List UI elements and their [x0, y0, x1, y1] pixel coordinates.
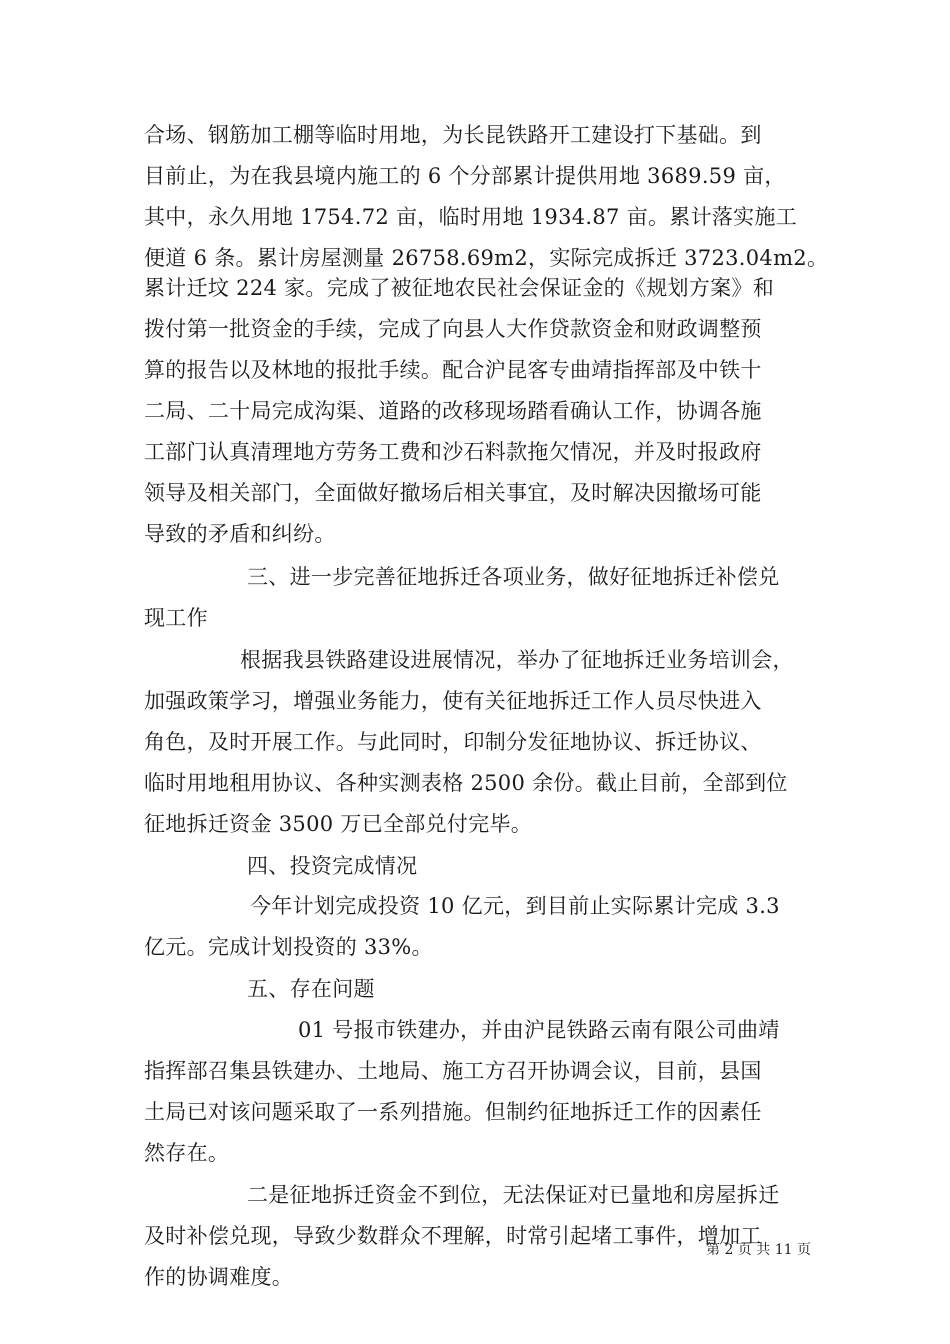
section-heading: 现工作 [144, 606, 208, 630]
text-line: 导致的矛盾和纠纷。 [144, 522, 336, 546]
page-number-footer: 第 2 页 共 11 页 [706, 1242, 811, 1258]
text-line: 工部门认真清理地方劳务工费和沙石料款拖欠情况，并及时报政府 [144, 440, 762, 464]
text-line: 拨付第一批资金的手续，完成了向县人大作贷款资金和财政调整预 [144, 317, 762, 341]
text-line: 亿元。完成计划投资的 33%。 [144, 935, 433, 959]
text-line: 便道 6 条。累计房屋测量 26758.69m2，实际完成拆迁 3723.04m2。 [144, 246, 829, 270]
text-line: 作的协调难度。 [144, 1265, 294, 1289]
text-line: 征地拆迁资金 3500 万已全部兑付完毕。 [144, 812, 533, 836]
section-heading: 五、存在问题 [247, 977, 375, 1001]
text-line: 今年计划完成投资 10 亿元，到目前止实际累计完成 3.3 [250, 894, 780, 918]
section-heading: 四、投资完成情况 [247, 854, 418, 878]
text-line: 其中，永久用地 1754.72 亩，临时用地 1934.87 亩。累计落实施工 [144, 205, 798, 229]
text-line: 土局已对该问题采取了一系列措施。但制约征地拆迁工作的因素任 [144, 1100, 762, 1124]
text-line: 合场、钢筋加工棚等临时用地，为长昆铁路开工建设打下基础。到 [144, 123, 762, 147]
text-line: 加强政策学习，增强业务能力，使有关征地拆迁工作人员尽快进入 [144, 689, 762, 713]
text-line: 二局、二十局完成沟渠、道路的改移现场踏看确认工作，协调各施 [144, 399, 762, 423]
text-line: 临时用地租用协议、各种实测表格 2500 余份。截止目前，全部到位 [144, 771, 788, 795]
text-line: 指挥部召集县铁建办、土地局、施工方召开协调会议，目前，县国 [144, 1059, 762, 1083]
text-line: 根据我县铁路建设进展情况，举办了征地拆迁业务培训会， [240, 648, 794, 672]
text-line: 01 号报市铁建办，并由沪昆铁路云南有限公司曲靖 [298, 1018, 780, 1042]
text-line: 及时补偿兑现，导致少数群众不理解，时常引起堵工事件，增加工 [144, 1224, 762, 1248]
text-line: 算的报告以及林地的报批手续。配合沪昆客专曲靖指挥部及中铁十 [144, 358, 762, 382]
text-line: 二是征地拆迁资金不到位，无法保证对已量地和房屋拆迁 [247, 1183, 780, 1207]
text-line: 角色，及时开展工作。与此同时，印制分发征地协议、拆迁协议、 [144, 730, 762, 754]
text-line: 然存在。 [144, 1141, 230, 1165]
text-line: 领导及相关部门，全面做好撤场后相关事宜，及时解决因撤场可能 [144, 481, 762, 505]
text-line: 目前止，为在我县境内施工的 6 个分部累计提供用地 3689.59 亩， [144, 164, 786, 188]
text-line: 累计迁坟 224 家。完成了被征地农民社会保证金的《规划方案》和 [144, 276, 775, 300]
section-heading: 三、进一步完善征地拆迁各项业务，做好征地拆迁补偿兑 [247, 565, 780, 589]
